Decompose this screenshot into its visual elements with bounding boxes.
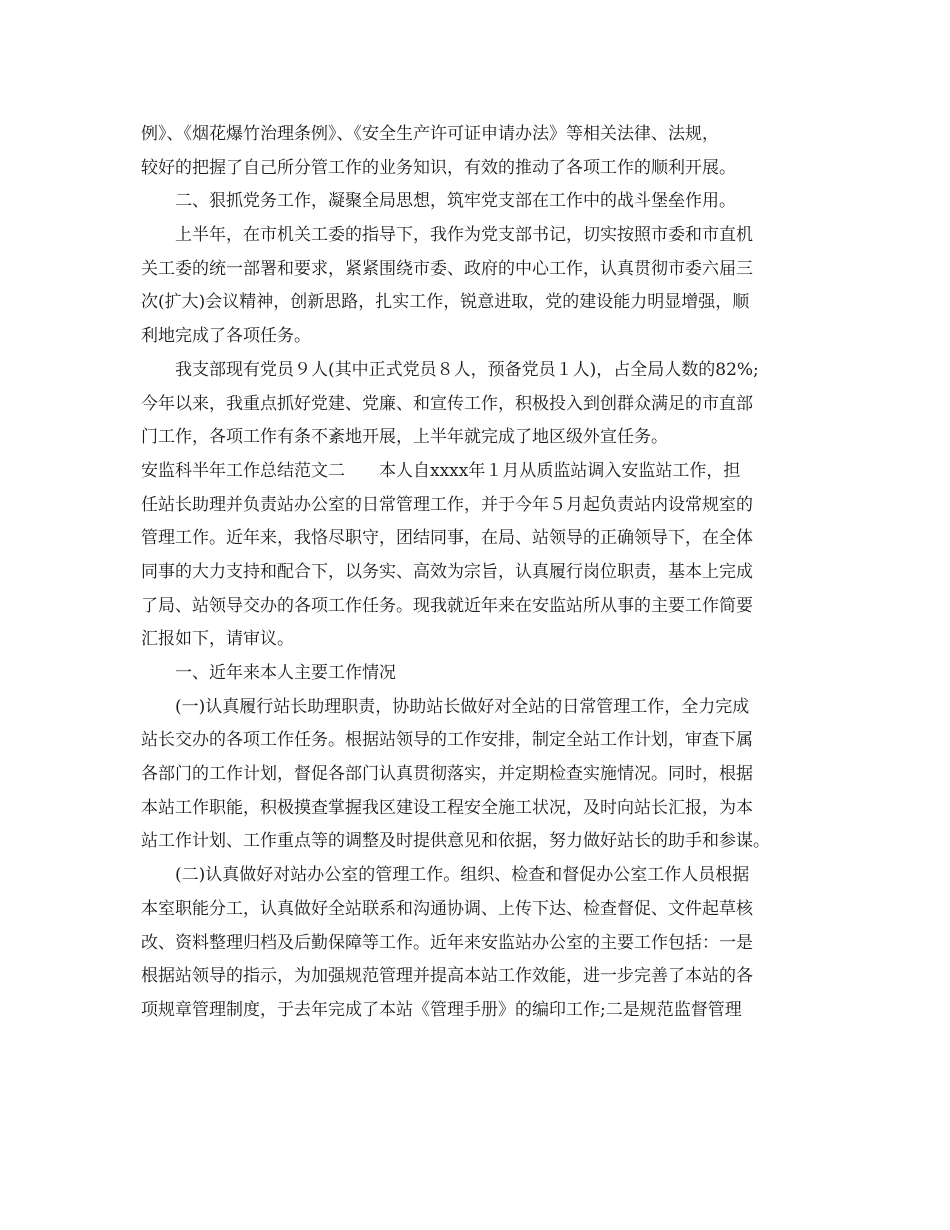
text-line: 上半年，在市机关工委的指导下，我作为党支部书记，切实按照市委和市直机 xyxy=(175,225,753,246)
text-line: 关工委的统一部署和要求，紧紧围绕市委、政府的中心工作，认真贯彻市委六届三 xyxy=(141,258,753,279)
text-line: 项规章管理制度，于去年完成了本站《管理手册》的编印工作;二是规范监督管理 xyxy=(141,999,742,1020)
text-line: 利地完成了各项任务。 xyxy=(141,326,311,347)
text-line: (二)认真做好对站办公室的管理工作。组织、检查和督促办公室工作人员根据 xyxy=(175,865,750,886)
text-line: 各部门的工作计划，督促各部门认真贯彻落实，并定期检查实施情况。同时，根据 xyxy=(141,764,753,785)
text-line: 了局、站领导交办的各项工作任务。现我就近年来在安监站所从事的主要工作简要 xyxy=(141,595,753,616)
text-line: 改、资料整理归档及后勤保障等工作。近年来安监站办公室的主要工作包括：一是 xyxy=(141,932,753,953)
text-line: 同事的大力支持和配合下，以务实、高效为宗旨，认真履行岗位职责，基本上完成 xyxy=(141,561,753,582)
text-line: 任站长助理并负责站办公室的日常管理工作，并于今年５月起负责站内设常规室的 xyxy=(141,494,753,515)
text-line: 汇报如下，请审议。 xyxy=(141,629,294,650)
text-line: 根据站领导的指示，为加强规范管理并提高本站工作效能，进一步完善了本站的各 xyxy=(141,966,753,987)
text-line: 门工作，各项工作有条不紊地开展，上半年就完成了地区级外宣任务。 xyxy=(141,427,668,448)
text-line: 今年以来，我重点抓好党建、党廉、和宣传工作，积极投入到创群众满足的市直部 xyxy=(141,393,753,414)
text-line: 站长交办的各项工作任务。根据站领导的工作安排，制定全站工作计划，审查下属 xyxy=(141,730,753,751)
text-line: 本站工作职能，积极摸查掌握我区建设工程安全施工状况，及时向站长汇报，为本 xyxy=(141,797,753,818)
text-line: 次(扩大)会议精神，创新思路，扎实工作，锐意进取，党的建设能力明显增强，顺 xyxy=(141,292,750,313)
text-line: 较好的把握了自己所分管工作的业务知识，有效的推动了各项工作的顺利开展。 xyxy=(141,157,736,178)
section-heading: 二、狠抓党务工作，凝聚全局思想，筑牢党支部在工作中的战斗堡垒作用。 xyxy=(175,191,736,212)
article-title: 安监科半年工作总结范文二 xyxy=(141,460,345,481)
text-line: 例》、《烟花爆竹治理条例》、《安全生产许可证申请办法》等相关法律、法规， xyxy=(141,124,719,144)
body-text xyxy=(141,118,821,1028)
text-line: 站工作计划、工作重点等的调整及时提供意见和依据，努力做好站长的助手和参谋。 xyxy=(141,831,770,852)
text-line: 管理工作。近年来，我恪尽职守，团结同事，在局、站领导的正确领导下，在全体 xyxy=(141,528,753,549)
text-line: 我支部现有党员９人(其中正式党员８人，预备党员１人)，占全局人数的82%; xyxy=(175,359,759,380)
title-line xyxy=(141,455,821,489)
text-line: 本室职能分工，认真做好全站联系和沟通协调、上传下达、检查督促、文件起草核 xyxy=(141,898,753,919)
section-heading: 一、近年来本人主要工作情况 xyxy=(175,663,396,683)
article-opening: 本人自xxxx年１月从质监站调入安监站工作，担 xyxy=(379,460,741,481)
text-line: (一)认真履行站长助理职责，协助站长做好对全站的日常管理工作，全力完成 xyxy=(175,696,750,717)
